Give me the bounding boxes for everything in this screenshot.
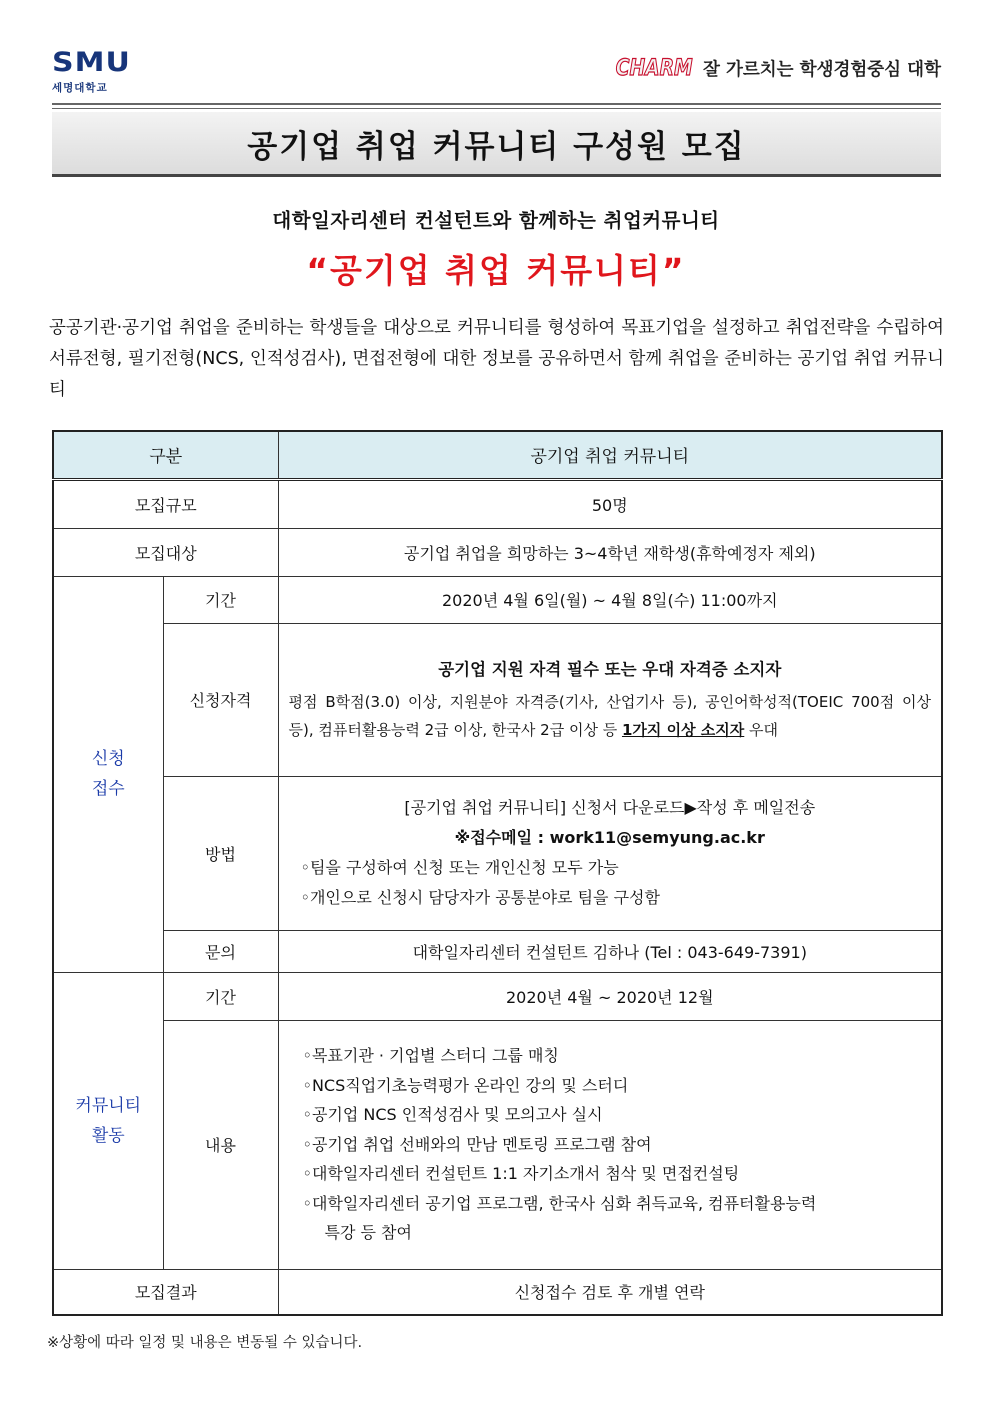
method-notes xyxy=(285,853,936,913)
activity-period-value: 2020년 4월 ~ 2020년 12월 xyxy=(278,972,942,1020)
table-row xyxy=(53,1020,942,1269)
method-label: 방법 xyxy=(163,776,278,930)
scale-label: 모집규모 xyxy=(53,479,278,528)
activity-period-label: 기간 xyxy=(163,972,278,1020)
activity-content-label: 내용 xyxy=(163,1020,278,1269)
list-item-continued: 특강 등 참여 xyxy=(324,1223,412,1243)
logo-mark: SMU xyxy=(52,46,131,79)
contact-label: 문의 xyxy=(163,930,278,972)
application-group-line2: 접수 xyxy=(91,779,125,799)
result-value: 신청접수 검토 후 개별 연락 xyxy=(278,1269,942,1315)
header-rule-top xyxy=(52,103,941,105)
list-item: ◦공기업 취업 선배와의 만남 멘토링 프로그램 참여 xyxy=(302,1134,652,1154)
table-row xyxy=(53,930,942,972)
slogan-text: 잘 가르치는 학생경험중심 대학 xyxy=(702,60,941,80)
footnote: ※상황에 따라 일정 및 내용은 변동될 수 있습니다. xyxy=(47,1335,363,1351)
title-band xyxy=(52,112,941,174)
table-row xyxy=(53,776,942,930)
list-item: ◦NCS직업기초능력평가 온라인 강의 및 스터디 xyxy=(302,1075,629,1095)
slogan xyxy=(609,56,941,81)
activity-content-cell xyxy=(278,1020,942,1269)
target-label: 모집대상 xyxy=(53,528,278,576)
slogan-brand: CHARM xyxy=(615,56,693,81)
list-item: ◦대학일자리센터 컨설턴트 1:1 자기소개서 첨삭 및 면접컨설팅 xyxy=(302,1164,740,1184)
result-label: 모집결과 xyxy=(53,1269,278,1315)
title-rule xyxy=(52,174,941,177)
activity-group-line1: 커뮤니티 xyxy=(75,1095,142,1116)
method-line-download: [공기업 취업 커뮤니티] 신청서 다운로드▶작성 후 메일전송 xyxy=(404,798,816,817)
method-note-individual: ◦개인으로 신청시 담당자가 공통분야로 팀을 구성함 xyxy=(300,888,660,907)
headline: “공기업 취업 커뮤니티” xyxy=(306,251,686,290)
qualification-detail-text: 평점 B학점(3.0) 이상, 지원분야 자격증(기사, 산업기사 등), 공인어학성적(TOEIC 700점 이상 등), 컴퓨터활용능력 2급 이상, 한국사 2급 이상 등 xyxy=(288,692,932,739)
activity-list xyxy=(285,1041,936,1248)
page-title: 공기업 취업 커뮤니티 구성원 모집 xyxy=(247,128,746,165)
contact-value: 대학일자리센터 컨설턴트 김하나 (Tel : 043-649-7391) xyxy=(278,930,942,972)
table-row xyxy=(53,623,942,776)
header-value: 공기업 취업 커뮤니티 xyxy=(278,431,942,479)
intro-paragraph: 공공기관·공기업 취업을 준비하는 학생들을 대상으로 커뮤니티를 형성하여 목표기업을 설정하고 취업전략을 수립하여 서류전형, 필기전형(NCS, 인적성검사), 면접전형에 대한 정보를 공유하면서 함께 취업을 준비하는 공기업 취업 커뮤니티 xyxy=(49,318,944,400)
app-period-label: 기간 xyxy=(163,576,278,623)
qualification-label: 신청자격 xyxy=(163,623,278,776)
scale-value: 50명 xyxy=(278,479,942,528)
method-note-team: ◦팀을 구성하여 신청 또는 개인신청 모두 가능 xyxy=(300,858,619,877)
page-header xyxy=(52,48,941,108)
qualification-detail-suffix: 우대 xyxy=(744,720,779,739)
qualification-cell xyxy=(278,623,942,776)
table-row xyxy=(53,576,942,623)
method-cell xyxy=(278,776,942,930)
activity-group-label xyxy=(53,972,163,1269)
header-rule-bottom xyxy=(52,108,941,109)
table-row xyxy=(53,972,942,1020)
target-value: 공기업 취업을 희망하는 3~4학년 재학생(휴학예정자 제외) xyxy=(278,528,942,576)
qualification-emphasis: 1가지 이상 소지자 xyxy=(621,720,745,739)
activity-group-line2: 활동 xyxy=(91,1125,125,1146)
table-header-row xyxy=(53,431,942,479)
logo-subtitle: 세명대학교 xyxy=(52,82,108,94)
list-item: ◦목표기관 · 기업별 스터디 그룹 매칭 xyxy=(302,1046,559,1066)
header-category: 구분 xyxy=(53,431,278,479)
method-line-email: ※접수메일 : work11@semyung.ac.kr xyxy=(454,828,765,847)
table-row xyxy=(53,479,942,528)
app-period-value: 2020년 4월 6일(월) ~ 4월 8일(수) 11:00까지 xyxy=(278,576,942,623)
subtitle: 대학일자리센터 컨설턴트와 함께하는 취업커뮤니티 xyxy=(272,209,720,232)
recruitment-table xyxy=(52,430,943,1316)
list-item: ◦공기업 NCS 인적성검사 및 모의고사 실시 xyxy=(302,1105,603,1125)
table-row xyxy=(53,528,942,576)
application-group-label xyxy=(53,576,163,972)
qualification-main: 공기업 지원 자격 필수 또는 우대 자격증 소지자 xyxy=(438,659,782,679)
qualification-detail xyxy=(285,688,936,744)
list-item: ◦대학일자리센터 공기업 프로그램, 한국사 심화 취득교육, 컴퓨터활용능력 xyxy=(302,1193,817,1213)
table-row xyxy=(53,1269,942,1315)
application-group-line1: 신청 xyxy=(91,749,125,769)
university-logo xyxy=(52,48,131,95)
